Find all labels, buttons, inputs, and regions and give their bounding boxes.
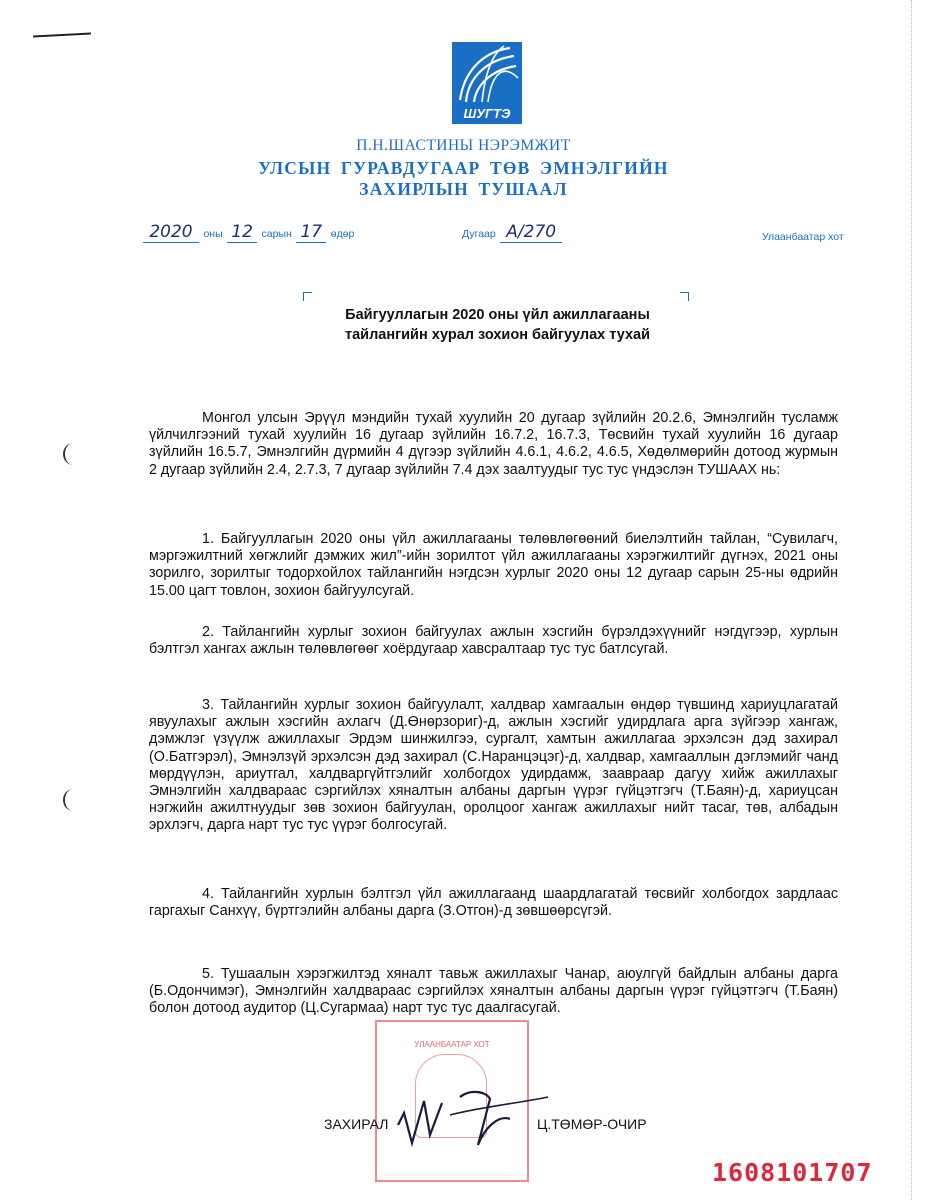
seal-text: УЛААНБААТАР ХОТ bbox=[414, 1040, 490, 1049]
handwritten-signature bbox=[390, 1085, 550, 1155]
order-item-5: 5. Тушаалын хэрэгжилтэд хяналт тавьж ажиллахыг Чанар, аюулгүй байдлын албаны дарга (Б.Одончимэг), Эмнэлгийн халдвараас сэргийлэх хяналтын албаны даргын үүрэг гүйцэтгэгч (Т.Баян) болон дотоод аудитор (Ц.Сугармаа) нарт тус тус даалгасугай. bbox=[149, 966, 838, 1017]
subject-line2: тайлангийн хурал зохион байгуулах тухай bbox=[344, 327, 651, 343]
order-item-3: 3. Тайлангийн хурлыг зохион байгуулалт, халдвар хамгаалын өндөр түвшинд хариуцлагатай явуулахыг ажлын хэсгийн ахлагч (Д.Өнөрзориг)-д, ажлын хэсгийг удирдлага арга зүйгээр хангаж, дэмжлэг үзүүлж ажиллахыг Эрдэм шинжилгээ, сургалт, хамтын ажиллагаа эрхэлсэн дэд захирал (О.Батгэрэл), Эмнэлзүй эрхэлсэн дэд захирал (С.Наранцэцэг)-д, халдвар, хамгааллын дэглэмийг чанд мөрдүүлэн, ариутгал, халдваргүйтгэлийг холбогдох удирдамж, заавраар дагуу хийж ажиллахыг Эмнэлгийн халдвараас сэргийлэх хяналтын албаны даргын үүрэг гүйцэтгэгч (Т.Баян)-д, хариуцсан нэгжийн ажилтнуудыг зөв зохион байгуулан, оролцоог хангаж ажиллахыг нийт тасаг, төв, албадын эрхлэгч, дарга нарт тус тус үүрэг болгосугай. bbox=[149, 697, 838, 834]
subject bbox=[300, 305, 695, 345]
svg-text:ШУГТЭ: ШУГТЭ bbox=[463, 106, 511, 121]
order-item-1: 1. Байгууллагын 2020 оны үйл ажиллагааны төлөвлөгөөний биелэлтийн тайлан, “Сувилагч, мэргэжилтний хөгжлийг дэмжих жил”-ийн зорилтот үйл ажиллагааны хэрэгжилтийг дүгнэх, 2021 оны зорилго, зорилтыг тодорхойлох тайлангийн нэгдсэн хурлыг 2020 оны 12 дугаар сарын 25-ны өдрийн 15.00 цагт товлон, зохион байгуулсугай. bbox=[149, 531, 838, 599]
order-item-4: 4. Тайлангийн хурлын бэлтгэл үйл ажиллагаанд шаардлагатай төсвийг холбогдох зардлаас гаргахыг Санхүү, бүртгэлийн албаны дарга (З.Отгон)-д зөвшөөрсүгэй. bbox=[149, 886, 838, 920]
date-day: 17 bbox=[296, 222, 326, 243]
signer-name: Ц.ТӨМӨР-ОЧИР bbox=[537, 1116, 647, 1132]
date-field bbox=[143, 222, 354, 243]
month-label: сарын bbox=[261, 228, 292, 240]
subject-corner-right bbox=[680, 292, 689, 301]
date-month: 12 bbox=[227, 222, 257, 243]
day-label: өдөр bbox=[330, 228, 355, 240]
logo-icon bbox=[452, 42, 522, 124]
document-serial-number: 1608101707 bbox=[712, 1158, 873, 1187]
date-year: 2020 bbox=[143, 222, 199, 243]
scan-mark bbox=[33, 32, 91, 37]
order-item-2: 2. Тайлангийн хурлыг зохион байгуулах ажлын хэсгийн бүрэлдэхүүнийг нэгдүгээр, хурлын бэлтгэл хангах ажлын төлөвлөгөөг хоёрдугаар хавсралтаар тус тус батлсугай. bbox=[149, 624, 838, 658]
subject-line1: Байгууллагын 2020 оны үйл ажиллагааны bbox=[345, 307, 650, 323]
city: Улаанбаатар хот bbox=[762, 231, 844, 243]
hospital-logo bbox=[452, 42, 522, 124]
org-name-line2: УЛСЫН ГУРАВДУГААР ТӨВ ЭМНЭЛГИЙН bbox=[258, 158, 669, 178]
number-label: Дугаар bbox=[462, 228, 496, 240]
document-type: ЗАХИРЛЫН ТУШААЛ bbox=[359, 179, 568, 199]
signer-title: ЗАХИРАЛ bbox=[324, 1116, 389, 1132]
year-label: оны bbox=[203, 228, 223, 240]
punch-hole bbox=[63, 443, 83, 465]
org-name-line1: П.Н.ШАСТИНЫ НЭРЭМЖИТ bbox=[356, 137, 571, 154]
order-number: А/270 bbox=[500, 222, 562, 243]
intro-paragraph: Монгол улсын Эрүүл мэндийн тухай хуулийн 20 дугаар зүйлийн 20.2.6, Эмнэлгийн тусламж үйлчилгээний тухай хуулийн 16 дугаар зүйлийн 16.7.2, 16.7.3, Төсвийн тухай хуулийн 16 дугаар зүйлийн 16.5.7, Эмнэлгийн дүрмийн 4 дүгээр зүйлийн 4.6.1, 4.6.2, 4.6.5, Хөдөлмөрийн дотоод журмын 2 дугаар зүйлийн 2.4, 2.7.3, 7 дугаар зүйлийн 7.4 дэх заалтуудыг тус тус үндэслэн ТУШААХ нь: bbox=[149, 410, 838, 478]
subject-corner-left bbox=[303, 292, 312, 301]
punch-hole bbox=[63, 789, 83, 811]
order-number-field bbox=[462, 222, 562, 243]
